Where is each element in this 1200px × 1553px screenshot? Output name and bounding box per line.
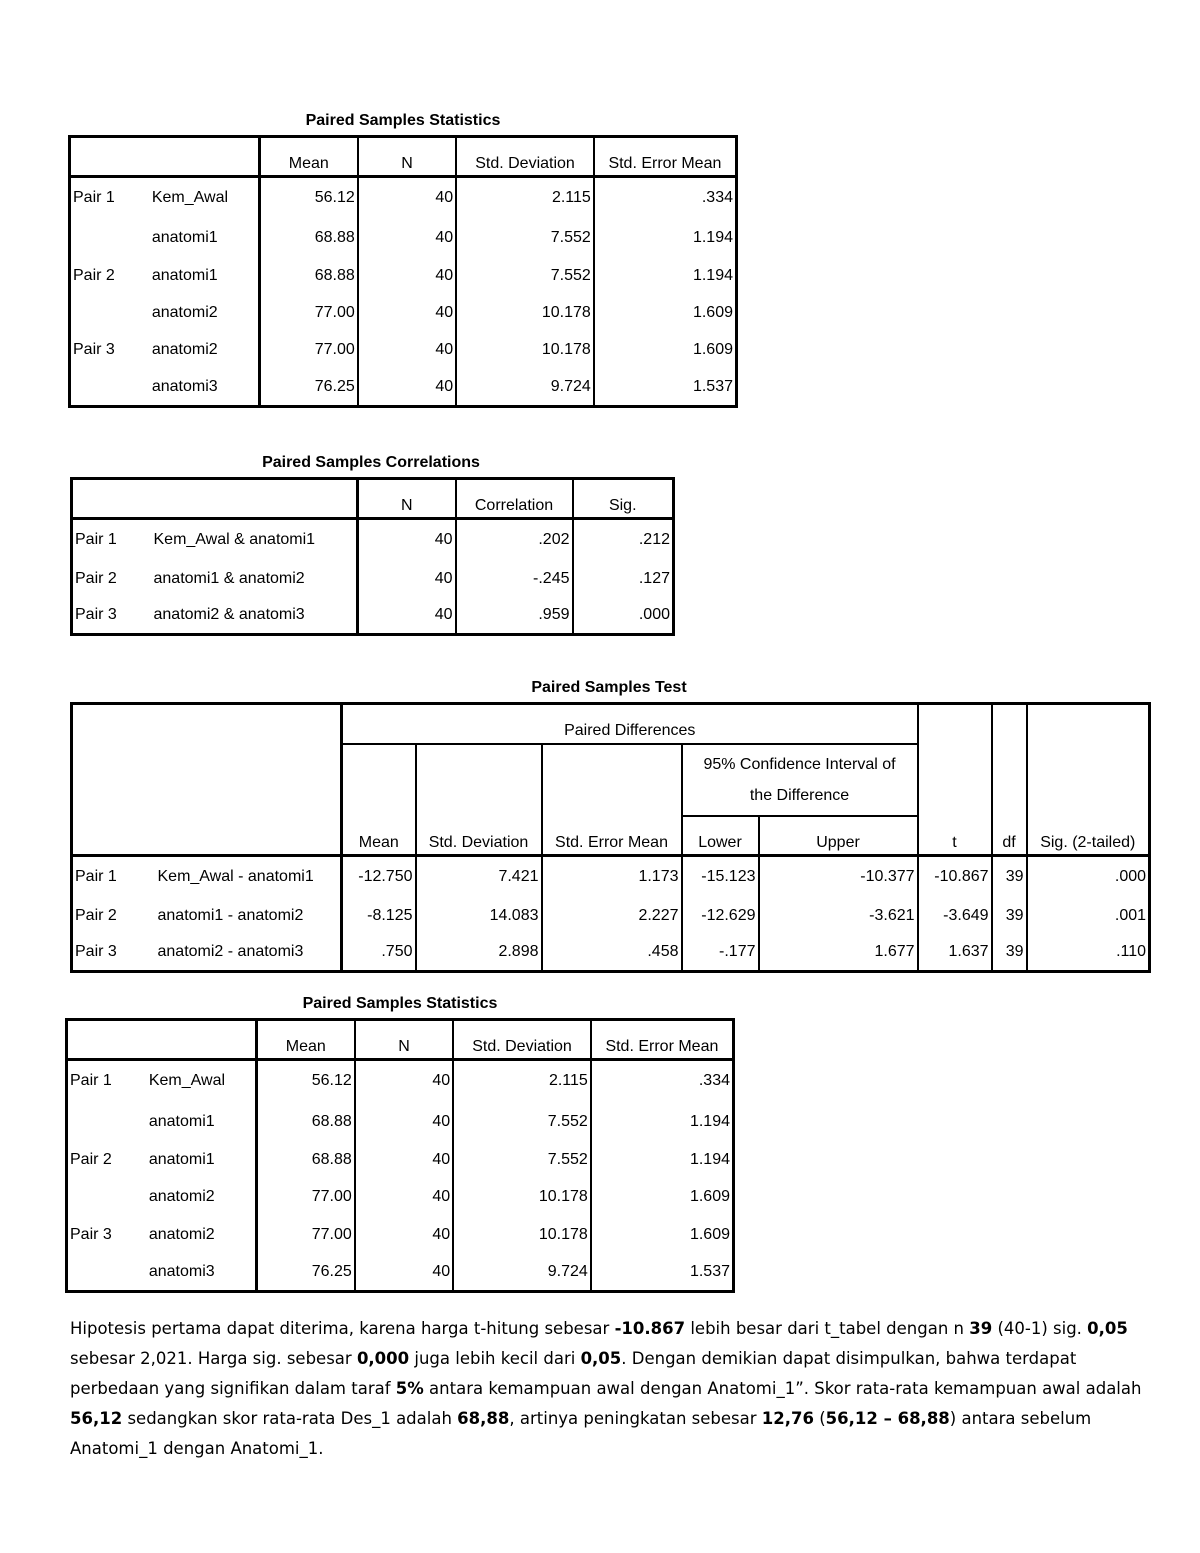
table-row: Pair 1 Kem_Awal 56.12 40 2.115 .334 [70,177,737,219]
col-std-deviation: Std. Deviation [453,1020,591,1060]
header-row [70,137,737,177]
paired-samples-statistics-2 [65,994,735,1293]
table-title: Paired Samples Correlations [262,454,480,471]
header-row [67,1020,734,1060]
col-n: N [358,479,456,519]
col-mean: Mean [256,1020,354,1060]
table-row: Pair 2 anatomi1 - anatomi2 -8.125 14.083 2.227 -12.629 -3.621 -3.649 39 .001 [72,898,1150,935]
table-title: Paired Samples Statistics [302,995,498,1012]
table-row: anatomi3 76.25 40 9.724 1.537 [70,369,737,407]
table-row: Pair 3 anatomi2 - anatomi3 .750 2.898 .458 -.177 1.677 1.637 39 .110 [72,935,1150,972]
col-std-deviation: Std. Deviation [456,137,594,177]
col-sig: Sig. [573,479,674,519]
col-std-error-mean: Std. Error Mean [594,137,737,177]
table-row: Pair 3 anatomi2 & anatomi3 40 .959 .000 [72,598,674,635]
table-row: anatomi2 77.00 40 10.178 1.609 [67,1179,734,1216]
test-table [70,702,1151,973]
paired-samples-test [70,678,1151,973]
paired-samples-statistics-1 [68,111,738,408]
table-row: anatomi2 77.00 40 10.178 1.609 [70,295,737,331]
table-row: anatomi1 68.88 40 7.552 1.194 [70,219,737,257]
table-title: Paired Samples Statistics [305,112,501,129]
col-std-deviation: Std. Deviation [416,744,542,856]
ci-header-line-2: the Difference [749,786,850,804]
hypothesis-paragraph: Hipotesis pertama dapat diterima, karena harga t-hitung sebesar -10.867 lebih besar dari t_tabel dengan n 39 (40-1) sig. 0,05 sebesar 2,021. Harga sig. sebesar 0,000 juga lebih kecil dari 0,05. Dengan demikian dapat disimpulkan, bahwa terdapat perbedaan yang signifikan dalam taraf 5% antara kemampuan awal dengan Anatomi_1”. Skor rata-rata kemampuan awal adalah 56,12 sedangkan skor rata-rata Des_1 adalah 68,88, artinya peningkatan sebesar 12,76 (56,12 – 68,88) antara sebelum Anatomi_1 dengan Anatomi_1. [70,1319,1142,1458]
table-row: Pair 3 anatomi2 77.00 40 10.178 1.609 [67,1216,734,1254]
col-mean: Mean [342,744,416,856]
col-lower: Lower [682,816,759,856]
table-row: Pair 1 Kem_Awal 56.12 40 2.115 .334 [67,1060,734,1102]
col-sig-2-tailed: Sig. (2-tailed) [1027,704,1150,856]
ci-header [682,744,918,816]
paired-samples-correlations [70,453,675,636]
correlations-table [70,477,675,636]
col-correlation: Correlation [456,479,573,519]
table-row: Pair 2 anatomi1 68.88 40 7.552 1.194 [70,257,737,295]
col-mean: Mean [259,137,357,177]
col-std-error-mean: Std. Error Mean [591,1020,734,1060]
table-row: Pair 1 Kem_Awal - anatomi1 -12.750 7.421 1.173 -15.123 -10.377 -10.867 39 .000 [72,856,1150,898]
table-row: Pair 3 anatomi2 77.00 40 10.178 1.609 [70,331,737,369]
table-row: anatomi1 68.88 40 7.552 1.194 [67,1102,734,1142]
stats-table-1 [68,135,738,408]
col-t: t [918,704,992,856]
table-title: Paired Samples Test [531,679,687,696]
paired-differences-header: Paired Differences [342,704,918,744]
header-row [72,479,674,519]
col-std-error-mean: Std. Error Mean [542,744,682,856]
table-row: Pair 1 Kem_Awal & anatomi1 40 .202 .212 [72,519,674,561]
col-upper: Upper [759,816,918,856]
col-n: N [358,137,456,177]
table-row: Pair 2 anatomi1 & anatomi2 40 -.245 .127 [72,561,674,598]
stats-table-2 [65,1018,735,1293]
table-row: anatomi3 76.25 40 9.724 1.537 [67,1254,734,1292]
header-row-group [72,704,1150,744]
col-n: N [355,1020,453,1060]
col-df: df [992,704,1027,856]
table-row: Pair 2 anatomi1 68.88 40 7.552 1.194 [67,1142,734,1179]
ci-header-line-1: 95% Confidence Interval of [703,755,896,773]
